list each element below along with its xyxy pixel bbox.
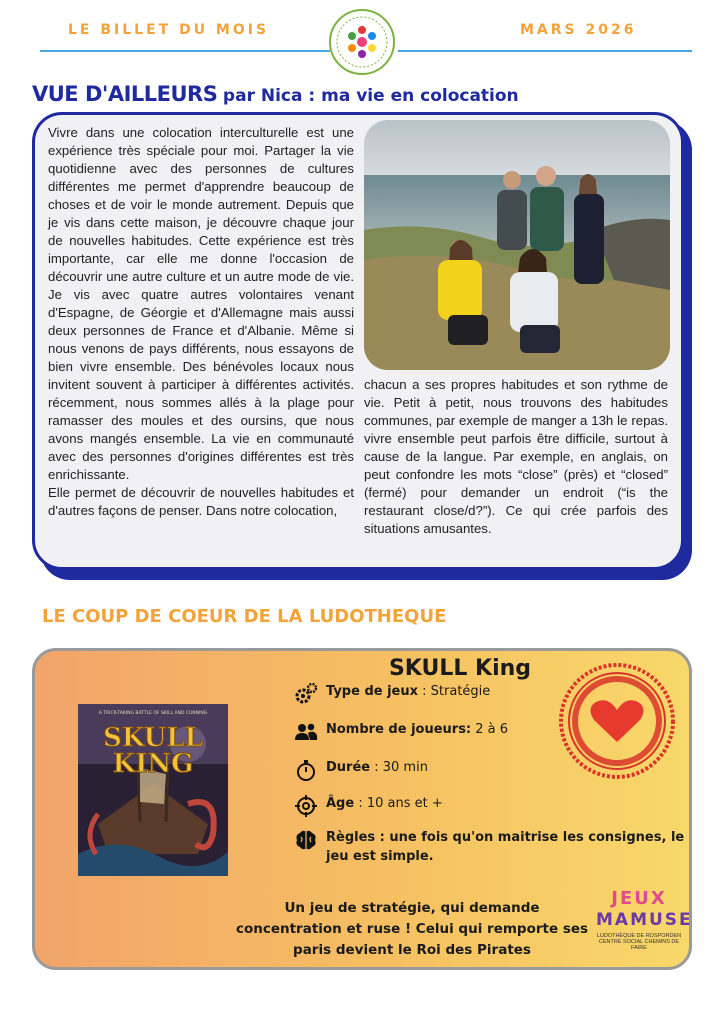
article-title (32, 82, 519, 106)
info-value: 10 ans et + (366, 796, 443, 811)
logo-subtitle-2: CENTRE SOCIAL CHEMINS DE FAIRE (598, 939, 680, 951)
skull-king-box-cover (78, 704, 228, 876)
stopwatch-icon (294, 758, 318, 782)
cover-title-line2: KING (112, 749, 194, 779)
header-left-title: LE BILLET DU MOIS (68, 22, 270, 38)
header-divider-left (40, 50, 330, 52)
info-type: Type de jeux : Stratégie (294, 682, 490, 706)
article-title-sub: par Nica : ma vie en colocation (222, 86, 519, 106)
info-value: 30 min (382, 760, 428, 775)
info-players (294, 720, 508, 744)
info-age: Âge : 10 ans et + (294, 794, 443, 818)
brain-icon (294, 828, 318, 852)
info-rules (294, 828, 688, 866)
ludotheque-logo (596, 888, 693, 958)
info-label: Durée (326, 760, 371, 775)
ludo-section-title: LE COUP DE COEUR DE LA LUDOTHEQUE (42, 606, 447, 627)
info-label: Règles : une fois qu'on maitrise les consignes, le jeu est simple. (326, 830, 685, 864)
info-duration: Durée : 30 min (294, 758, 428, 782)
info-label: Type de jeux (326, 684, 419, 699)
info-label: Âge (326, 796, 355, 811)
centre-social-logo (328, 8, 396, 76)
header-date: MARS 2026 (520, 22, 637, 38)
game-title: SKULL King (388, 656, 532, 681)
target-icon (294, 794, 318, 818)
gears-icon (294, 682, 318, 706)
cover-tagline: A TRICK-TAKING BATTLE OF SKILL AND CUNNING (98, 711, 208, 716)
article-paragraph: Elle permet de découvrir de nouvelles habitudes et d'autres façons de penser. Dans notre colocation, (48, 485, 354, 518)
logo-line2: MAMUSE (596, 910, 693, 930)
game-tagline: Un jeu de stratégie, qui demande concentration et ruse ! Celui qui remporte ses paris devient le Roi des Pirates (235, 900, 589, 958)
heart-seal-icon (556, 660, 678, 782)
logo-subtitle: LUDOTHÈQUE DE ROSPORDEN (596, 933, 682, 939)
info-value: Stratégie (430, 684, 491, 699)
article-left-column (48, 124, 354, 520)
cover-title-line1: SKULL (103, 723, 203, 753)
colocation-photo (364, 120, 670, 370)
article-right-column (364, 376, 668, 538)
info-label: Nombre de joueurs: (326, 722, 472, 737)
header-divider-right (398, 50, 692, 52)
info-value: 2 à 6 (475, 722, 509, 737)
players-icon (294, 720, 318, 744)
article-title-main: VUE D'AILLEURS (32, 82, 218, 106)
logo-line1: JEUX (611, 888, 667, 909)
article-paragraph: chacun a ses propres habitudes et son rythme de vie. Petit à petit, nous trouvons des habitudes communes, par exemple de manger a 13h le repas. vivre ensemble peut parfois être difficile, surtout à cause de la langue. Par exemple, en anglais, on peut confondre les mots “close” (près) et “closed” (fermé) pour demander un endroit (“is the restaurant close/d?”). Ce qui crée parfois des situations amusantes. (364, 377, 668, 536)
article-paragraph: Vivre dans une colocation interculturelle est une expérience très spéciale pour moi. Partager la vie quotidienne avec des personnes de cultures différentes me permet d'apprendre beaucoup de choses et de voir le monde autrement. Depuis que je vis dans cette maison, je découvre chaque jour de nouvelles habitudes. Cette expérience est très importante, car elle me donne l'occasion de découvrir une autre culture et un autre mode de vie. Je vis avec quatre autres volontaires venant d'Espagne, de Géorgie et d'Allemagne mais aussi deux personnes de France et d'Albanie. Même si nous venons de pays différents, nous essayons de bien vivre ensemble. Des bénévoles locaux nous invitent souvent à participer à différentes activités. récemment, nous sommes allés à la plage pour ramasser des moules et des oursins, que nous avons mangés ensemble. La vie en communauté avec des personnes d'origines différentes est très enrichissante. (48, 125, 354, 482)
